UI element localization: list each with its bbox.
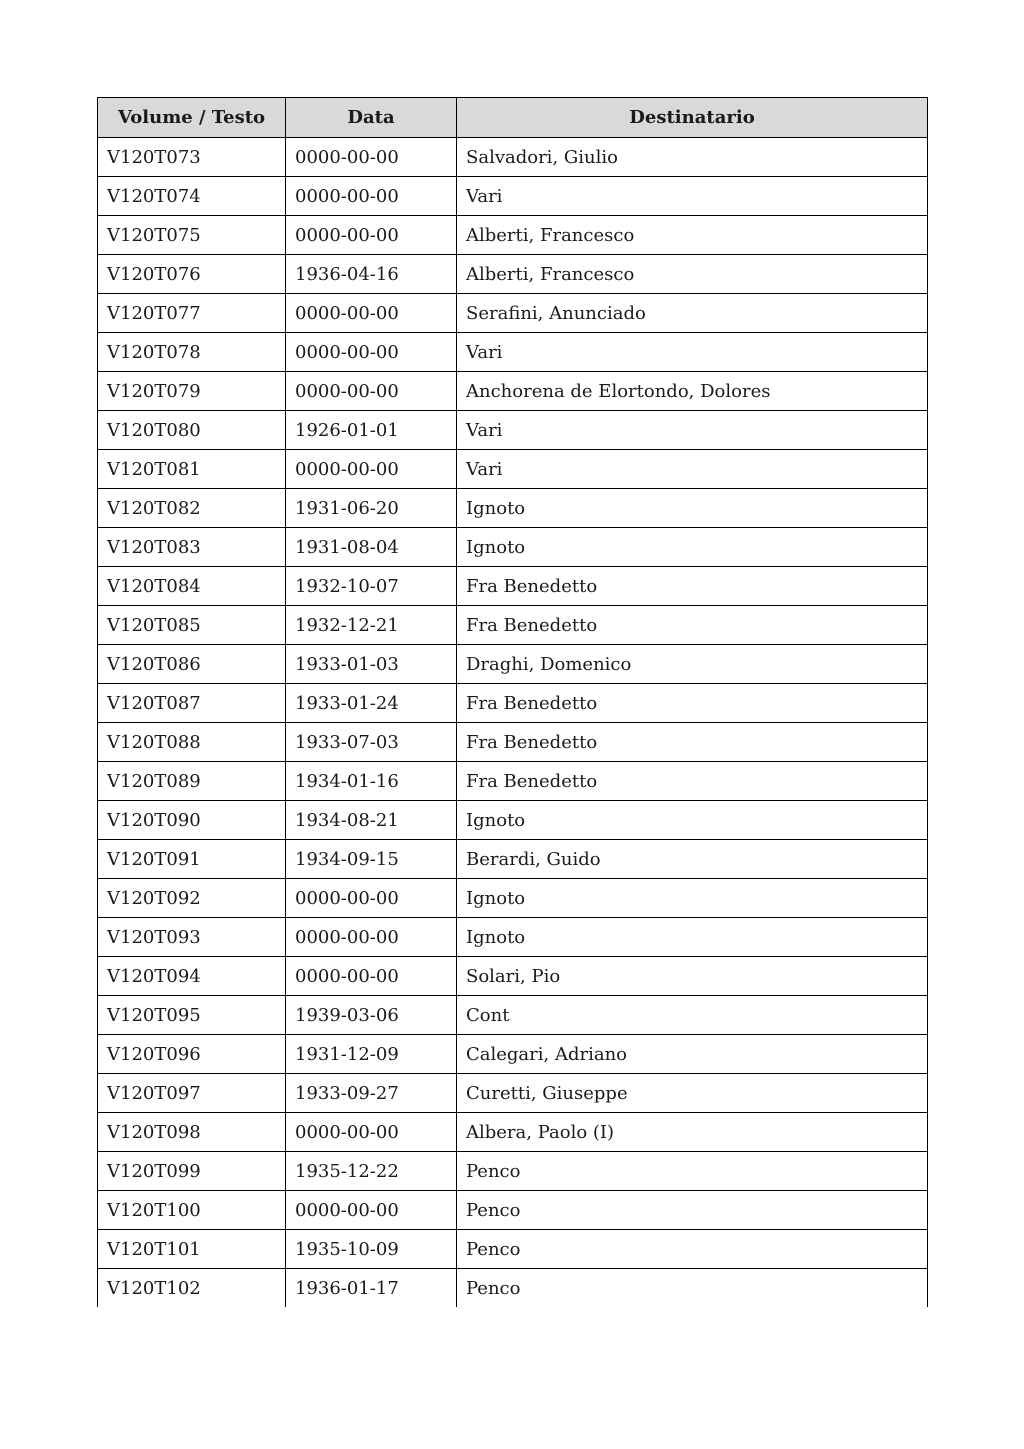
cell-volume-testo: V120T092: [98, 879, 286, 918]
cell-volume-testo: V120T101: [98, 1230, 286, 1269]
cell-data: 1936-01-17: [286, 1269, 457, 1308]
cell-volume-testo: V120T079: [98, 372, 286, 411]
cell-destinatario: Alberti, Francesco: [457, 216, 928, 255]
table-row: [98, 528, 928, 567]
cell-data: 0000-00-00: [286, 918, 457, 957]
table-row: [98, 177, 928, 216]
cell-data: 1936-04-16: [286, 255, 457, 294]
cell-volume-testo: V120T091: [98, 840, 286, 879]
table-row: [98, 1230, 928, 1269]
cell-destinatario: Fra Benedetto: [457, 606, 928, 645]
cell-destinatario: Solari, Pio: [457, 957, 928, 996]
cell-data: 0000-00-00: [286, 450, 457, 489]
cell-data: 0000-00-00: [286, 294, 457, 333]
table-row: [98, 996, 928, 1035]
header-volume-testo: Volume / Testo: [98, 98, 286, 138]
cell-destinatario: Albera, Paolo (I): [457, 1113, 928, 1152]
cell-data: 1932-12-21: [286, 606, 457, 645]
cell-data: 1935-10-09: [286, 1230, 457, 1269]
table-row: [98, 762, 928, 801]
cell-data: 0000-00-00: [286, 1191, 457, 1230]
cell-destinatario: Ignoto: [457, 801, 928, 840]
cell-destinatario: Penco: [457, 1152, 928, 1191]
cell-data: 1934-08-21: [286, 801, 457, 840]
cell-data: 0000-00-00: [286, 177, 457, 216]
cell-destinatario: Fra Benedetto: [457, 567, 928, 606]
table-row: [98, 450, 928, 489]
cell-destinatario: Serafini, Anunciado: [457, 294, 928, 333]
cell-volume-testo: V120T097: [98, 1074, 286, 1113]
cell-destinatario: Fra Benedetto: [457, 723, 928, 762]
table-row: [98, 918, 928, 957]
table-row: [98, 411, 928, 450]
table-row: [98, 606, 928, 645]
cell-destinatario: Ignoto: [457, 489, 928, 528]
cell-volume-testo: V120T075: [98, 216, 286, 255]
cell-volume-testo: V120T099: [98, 1152, 286, 1191]
cell-data: 1931-06-20: [286, 489, 457, 528]
table-row: [98, 138, 928, 177]
cell-destinatario: Fra Benedetto: [457, 684, 928, 723]
table-row: [98, 372, 928, 411]
cell-destinatario: Berardi, Guido: [457, 840, 928, 879]
cell-volume-testo: V120T098: [98, 1113, 286, 1152]
cell-destinatario: Alberti, Francesco: [457, 255, 928, 294]
table-row: [98, 294, 928, 333]
cell-destinatario: Salvadori, Giulio: [457, 138, 928, 177]
letters-table: [97, 97, 928, 1307]
cell-volume-testo: V120T086: [98, 645, 286, 684]
cell-destinatario: Penco: [457, 1269, 928, 1308]
cell-volume-testo: V120T084: [98, 567, 286, 606]
table-row: [98, 801, 928, 840]
cell-volume-testo: V120T088: [98, 723, 286, 762]
cell-destinatario: Draghi, Domenico: [457, 645, 928, 684]
cell-volume-testo: V120T094: [98, 957, 286, 996]
cell-volume-testo: V120T089: [98, 762, 286, 801]
cell-data: 0000-00-00: [286, 372, 457, 411]
cell-data: 1932-10-07: [286, 567, 457, 606]
cell-data: 0000-00-00: [286, 879, 457, 918]
table-row: [98, 723, 928, 762]
table-row: [98, 567, 928, 606]
cell-destinatario: Vari: [457, 333, 928, 372]
table-row: [98, 255, 928, 294]
cell-volume-testo: V120T102: [98, 1269, 286, 1308]
cell-destinatario: Vari: [457, 411, 928, 450]
cell-data: 0000-00-00: [286, 957, 457, 996]
cell-volume-testo: V120T090: [98, 801, 286, 840]
cell-volume-testo: V120T077: [98, 294, 286, 333]
cell-data: 1926-01-01: [286, 411, 457, 450]
cell-destinatario: Penco: [457, 1191, 928, 1230]
table-row: [98, 1191, 928, 1230]
cell-volume-testo: V120T095: [98, 996, 286, 1035]
cell-volume-testo: V120T081: [98, 450, 286, 489]
table-row: [98, 1113, 928, 1152]
cell-destinatario: Vari: [457, 177, 928, 216]
cell-destinatario: Vari: [457, 450, 928, 489]
cell-data: 1933-01-24: [286, 684, 457, 723]
table-header-row: [98, 98, 928, 138]
table-row: [98, 1035, 928, 1074]
cell-data: 0000-00-00: [286, 216, 457, 255]
table-row: [98, 1152, 928, 1191]
table-row: [98, 957, 928, 996]
cell-volume-testo: V120T073: [98, 138, 286, 177]
cell-destinatario: Anchorena de Elortondo, Dolores: [457, 372, 928, 411]
cell-data: 1933-07-03: [286, 723, 457, 762]
cell-volume-testo: V120T083: [98, 528, 286, 567]
header-data: Data: [286, 98, 457, 138]
header-destinatario: Destinatario: [457, 98, 928, 138]
table-row: [98, 1269, 928, 1308]
cell-data: 1935-12-22: [286, 1152, 457, 1191]
cell-destinatario: Fra Benedetto: [457, 762, 928, 801]
cell-data: 1933-01-03: [286, 645, 457, 684]
cell-data: 0000-00-00: [286, 1113, 457, 1152]
cell-data: 1934-09-15: [286, 840, 457, 879]
table-row: [98, 645, 928, 684]
cell-destinatario: Ignoto: [457, 528, 928, 567]
cell-destinatario: Calegari, Adriano: [457, 1035, 928, 1074]
table-row: [98, 840, 928, 879]
cell-volume-testo: V120T100: [98, 1191, 286, 1230]
table-row: [98, 1074, 928, 1113]
cell-volume-testo: V120T074: [98, 177, 286, 216]
table-body: [98, 138, 928, 1308]
cell-data: 1934-01-16: [286, 762, 457, 801]
cell-data: 1931-12-09: [286, 1035, 457, 1074]
cell-volume-testo: V120T087: [98, 684, 286, 723]
table-row: [98, 333, 928, 372]
cell-volume-testo: V120T076: [98, 255, 286, 294]
table-row: [98, 489, 928, 528]
table-row: [98, 879, 928, 918]
cell-volume-testo: V120T085: [98, 606, 286, 645]
cell-destinatario: Curetti, Giuseppe: [457, 1074, 928, 1113]
cell-volume-testo: V120T093: [98, 918, 286, 957]
cell-destinatario: Cont: [457, 996, 928, 1035]
cell-destinatario: Penco: [457, 1230, 928, 1269]
cell-data: 0000-00-00: [286, 138, 457, 177]
cell-data: 1939-03-06: [286, 996, 457, 1035]
cell-volume-testo: V120T082: [98, 489, 286, 528]
cell-destinatario: Ignoto: [457, 918, 928, 957]
table-row: [98, 216, 928, 255]
cell-destinatario: Ignoto: [457, 879, 928, 918]
table-row: [98, 684, 928, 723]
cell-volume-testo: V120T096: [98, 1035, 286, 1074]
cell-data: 1931-08-04: [286, 528, 457, 567]
cell-data: 0000-00-00: [286, 333, 457, 372]
cell-volume-testo: V120T078: [98, 333, 286, 372]
cell-volume-testo: V120T080: [98, 411, 286, 450]
cell-data: 1933-09-27: [286, 1074, 457, 1113]
